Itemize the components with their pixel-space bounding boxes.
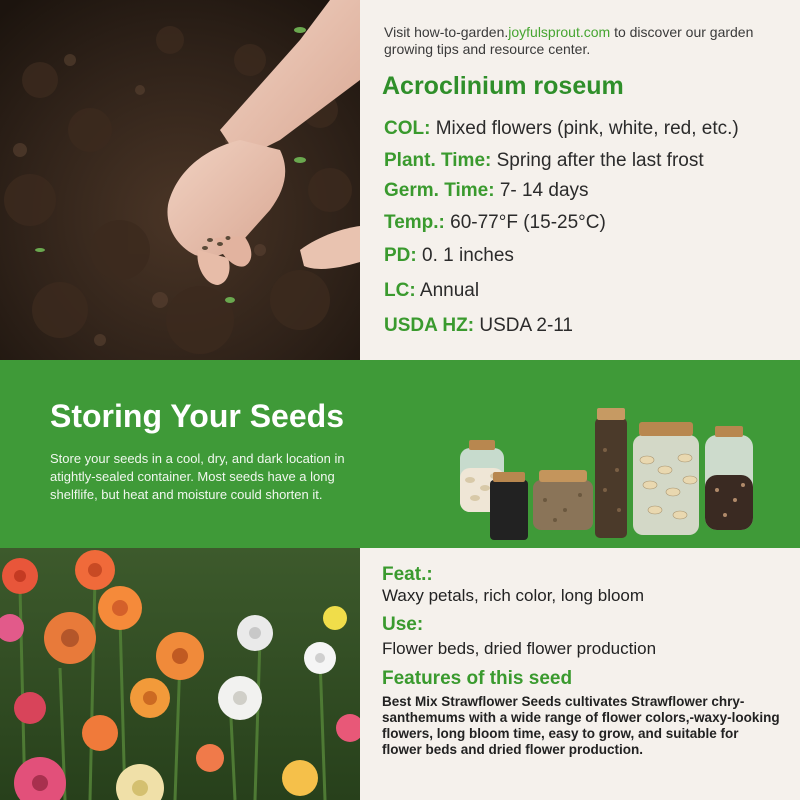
spec-row-plant-time	[384, 150, 704, 172]
use-label: Use:	[382, 614, 424, 635]
hand-sowing-seeds-photo	[0, 0, 360, 360]
spec-value: Mixed flowers (pink, white, red, etc.)	[435, 118, 739, 139]
site-link[interactable]: joyfulsprout.com	[508, 24, 611, 40]
spec-row-temperature	[384, 212, 606, 234]
spec-value: Spring after the last frost	[496, 150, 704, 171]
visit-prefix: Visit how-to-garden.	[384, 24, 509, 40]
spec-row-germ-time	[384, 180, 589, 202]
spec-value: Annual	[419, 280, 480, 301]
spec-key: LC:	[384, 280, 416, 301]
features-panel	[360, 548, 800, 800]
spec-key: Plant. Time:	[384, 150, 492, 171]
spec-value: 7- 14 days	[499, 180, 589, 201]
spec-row-planting-depth	[384, 245, 514, 267]
visit-suffix: to discover our garden growing tips and resource center.	[384, 24, 754, 57]
seed-features-text: Best Mix Strawflower Seeds cultivates Strawflower chry-santhemums with a wide range of flower colors,-waxy-looking flowers, long bloom time, easy to grow, and suitable for flower beds and dried flower production.	[382, 694, 780, 757]
use-value: Flower beds, dried flower production	[382, 639, 657, 658]
storing-title: Storing Your Seeds	[50, 398, 344, 434]
storing-seeds-band	[0, 360, 800, 548]
strawflower-field-photo	[0, 548, 360, 800]
spec-row-hardiness-zone	[384, 315, 573, 337]
spec-key: PD:	[384, 245, 417, 266]
spec-key: Temp.:	[384, 212, 445, 233]
spec-row-life-cycle	[384, 280, 479, 302]
spec-key: Germ. Time:	[384, 180, 495, 201]
visit-notice	[384, 24, 784, 58]
feat-value: Waxy petals, rich color, long bloom	[382, 586, 645, 605]
feat-label: Feat.:	[382, 564, 433, 585]
seed-jars-photo	[455, 380, 765, 540]
spec-key: COL:	[384, 118, 431, 139]
species-name: Acroclinium roseum	[382, 72, 624, 100]
spec-value: 0. 1 inches	[422, 245, 514, 266]
storing-text: Store your seeds in a cool, dry, and dark location in atightly-sealed container. Most seeds have a long shelflife, but heat and moisture could shorten it.	[50, 451, 345, 502]
spec-row-color	[384, 118, 739, 140]
seed-features-label: Features of this seed	[382, 668, 573, 689]
spec-key: USDA HZ:	[384, 315, 475, 336]
plant-info-panel	[360, 0, 800, 360]
top-section	[0, 0, 800, 360]
spec-value: USDA 2-11	[479, 315, 573, 336]
spec-value: 60-77°F (15-25°C)	[450, 212, 606, 233]
